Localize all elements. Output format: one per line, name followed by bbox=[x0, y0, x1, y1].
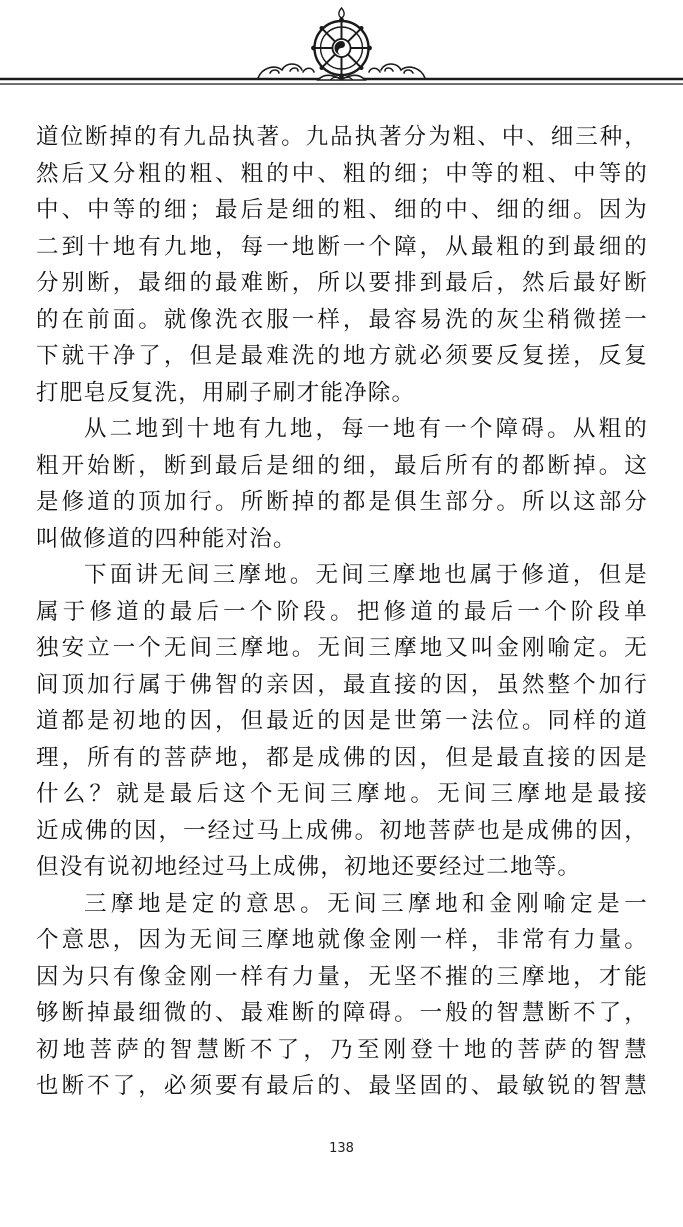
text-line: 初地菩萨的智慧断不了，乃至刚登十地的菩萨的智慧 bbox=[36, 1036, 648, 1063]
text-line: 道位断掉的有九品执著。九品执著分为粗、中、细三种， bbox=[36, 124, 648, 150]
text-body bbox=[36, 119, 648, 1105]
dharma-wheel-icon bbox=[311, 8, 372, 80]
text-line: 也断不了，必须要有最后的、最坚固的、最敏锐的智慧 bbox=[36, 1073, 648, 1099]
text-line: 道都是初地的因，但最近的因是世第一法位。同样的道 bbox=[36, 708, 648, 734]
paragraph bbox=[36, 411, 648, 557]
text-line: 叫做修道的四种能对治。 bbox=[36, 525, 297, 552]
page-number: 138 bbox=[329, 1141, 354, 1156]
text-line: 属于修道的最后一个阶段。把修道的最后一个阶段单 bbox=[36, 598, 648, 625]
text-line: 三摩地是定的意思。无间三摩地和金刚喻定是一 bbox=[84, 890, 648, 917]
text-line: 二到十地有九地，每一地断一个障，从最粗的到最细的 bbox=[36, 233, 648, 260]
text-line: 分别断，最细的最难断，所以要排到最后，然后最好断 bbox=[36, 270, 648, 296]
text-line: 理，所有的菩萨地，都是成佛的因，但是最直接的因是 bbox=[36, 744, 648, 771]
text-line: 的在前面。就像洗衣服一样，最容易洗的灰尘稍微搓一 bbox=[36, 306, 648, 333]
text-line: 什么？就是最后这个无间三摩地。无间三摩地是最接 bbox=[36, 781, 648, 807]
text-line: 然后又分粗的粗、粗的中、粗的细；中等的粗、中等的 bbox=[36, 160, 648, 187]
text-line: 但没有说初地经过马上成佛，初地还要经过二地等。 bbox=[36, 854, 582, 880]
text-line: 中、中等的细；最后是细的粗、细的中、细的细。因为 bbox=[36, 197, 648, 223]
text-line: 间顶加行属于佛智的亲因，最直接的因，虽然整个加行 bbox=[36, 671, 648, 698]
text-line: 打肥皂反复洗，用刷子刷才能净除。 bbox=[36, 379, 416, 406]
text-line: 个意思，因为无间三摩地就像金刚一样，非常有力量。 bbox=[36, 927, 648, 953]
text-line: 够断掉最细微的、最难断的障碍。一般的智慧断不了， bbox=[36, 1000, 648, 1026]
text-line: 近成佛的因，一经过马上成佛。初地菩萨也是成佛的因， bbox=[36, 817, 648, 844]
text-line: 粗开始断，断到最后是细的细，最后所有的都断掉。这 bbox=[36, 452, 648, 479]
text-line: 下面讲无间三摩地。无间三摩地也属于修道，但是 bbox=[84, 562, 648, 588]
right-cloud-icon bbox=[369, 64, 425, 78]
text-line: 因为只有像金刚一样有力量，无坚不摧的三摩地，才能 bbox=[36, 963, 648, 990]
paragraph bbox=[36, 557, 648, 886]
text-line: 从二地到十地有九地，每一地有一个障碍。从粗的 bbox=[84, 416, 648, 442]
text-line: 独安立一个无间三摩地。无间三摩地又叫金刚喻定。无 bbox=[36, 635, 648, 661]
left-cloud-icon bbox=[258, 64, 314, 78]
paragraph bbox=[36, 119, 648, 411]
paragraph bbox=[36, 886, 648, 1105]
text-line: 是修道的顶加行。所断掉的都是俱生部分。所以这部分 bbox=[36, 489, 648, 515]
text-line: 下就干净了，但是最难洗的地方就必须要反复搓，反复 bbox=[36, 343, 648, 369]
header-ornament bbox=[0, 0, 683, 100]
